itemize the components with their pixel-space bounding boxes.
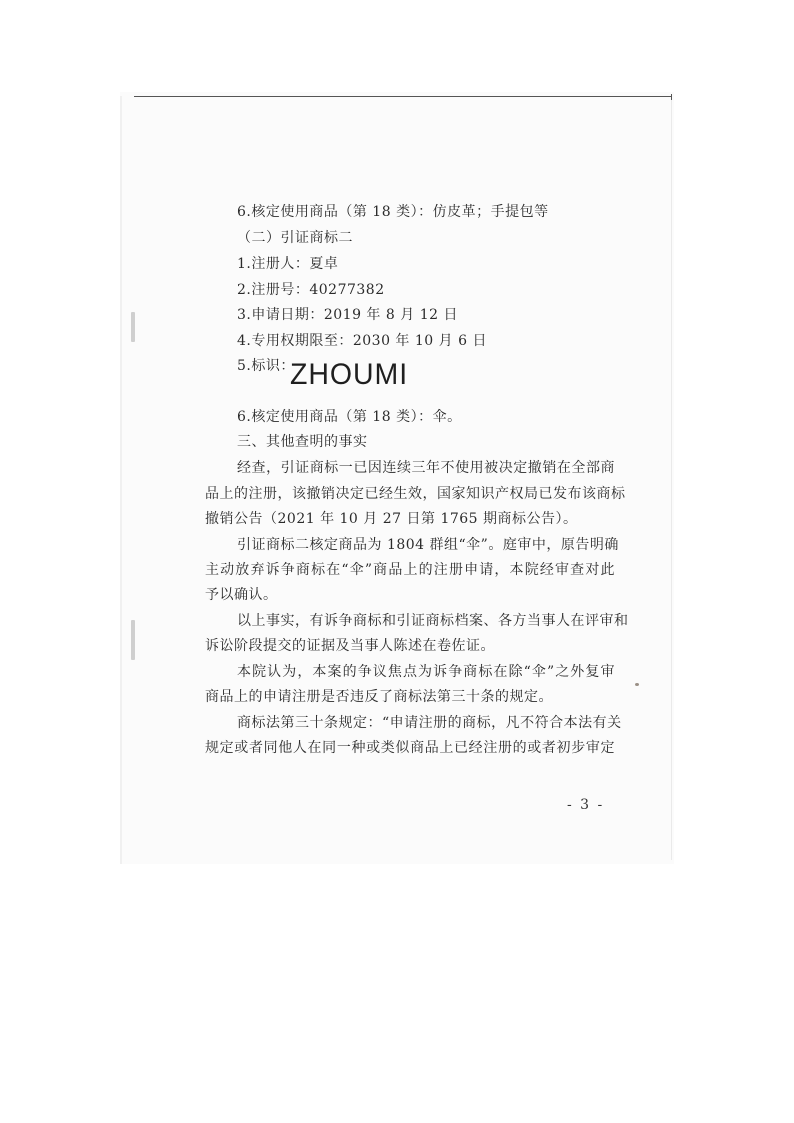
body-line: 6.核定使用商品（第 18 类）：仿皮革；手提包等 [237, 204, 549, 220]
paragraph-line: 以上事实，有诉争商标和引证商标档案、各方当事人在评审和 [237, 613, 629, 629]
paragraph-line: 商品上的申请注册是否违反了商标法第三十条的规定。 [205, 689, 553, 705]
paragraph-line: 经查，引证商标一已因连续三年不使用被决定撤销在全部商 [237, 460, 615, 476]
section-heading: （二）引证商标二 [237, 230, 353, 246]
page-left-edge [120, 96, 122, 864]
scan-speck [635, 683, 639, 686]
body-line: 2.注册号：40277382 [237, 282, 385, 298]
paragraph-line: 本院认为，本案的争议焦点为诉争商标在除“伞”之外复审 [237, 664, 615, 680]
body-line: 3.申请日期：2019 年 8 月 12 日 [237, 307, 458, 323]
paragraph-line: 引证商标二核定商品为 1804 群组“伞”。庭审中，原告明确 [237, 537, 619, 553]
header-rule-tick [671, 94, 672, 100]
body-line: 6.核定使用商品（第 18 类）：伞。 [237, 409, 462, 425]
header-rule [134, 96, 672, 97]
paragraph-line: 撤销公告（2021 年 10 月 27 日第 1765 期商标公告）。 [205, 511, 578, 527]
section-heading: 三、其他查明的事实 [237, 434, 368, 450]
page-number: - 3 - [567, 797, 605, 813]
binding-mark [131, 620, 135, 660]
paragraph-line: 规定或者同他人在同一种或类似商品上已经注册的或者初步审定 [205, 740, 615, 756]
paragraph-line: 予以确认。 [205, 587, 278, 603]
paragraph-line: 品上的注册，该撤销决定已经生效，国家知识产权局已发布该商标 [205, 486, 626, 502]
trademark-image: ZHOUMI [290, 358, 409, 391]
paragraph-line: 商标法第三十条规定：“申请注册的商标，凡不符合本法有关 [237, 715, 622, 731]
binding-mark [131, 312, 135, 342]
body-line: 4.专用权期限至：2030 年 10 月 6 日 [237, 333, 487, 349]
paragraph-line: 诉讼阶段提交的证据及当事人陈述在卷佐证。 [205, 638, 495, 654]
paragraph-line: 主动放弃诉争商标在“伞”商品上的注册申请，本院经审查对此 [205, 562, 615, 578]
body-line: 1.注册人：夏卓 [237, 256, 339, 272]
page-right-edge [671, 100, 672, 860]
body-line: 5.标识： [237, 358, 295, 374]
